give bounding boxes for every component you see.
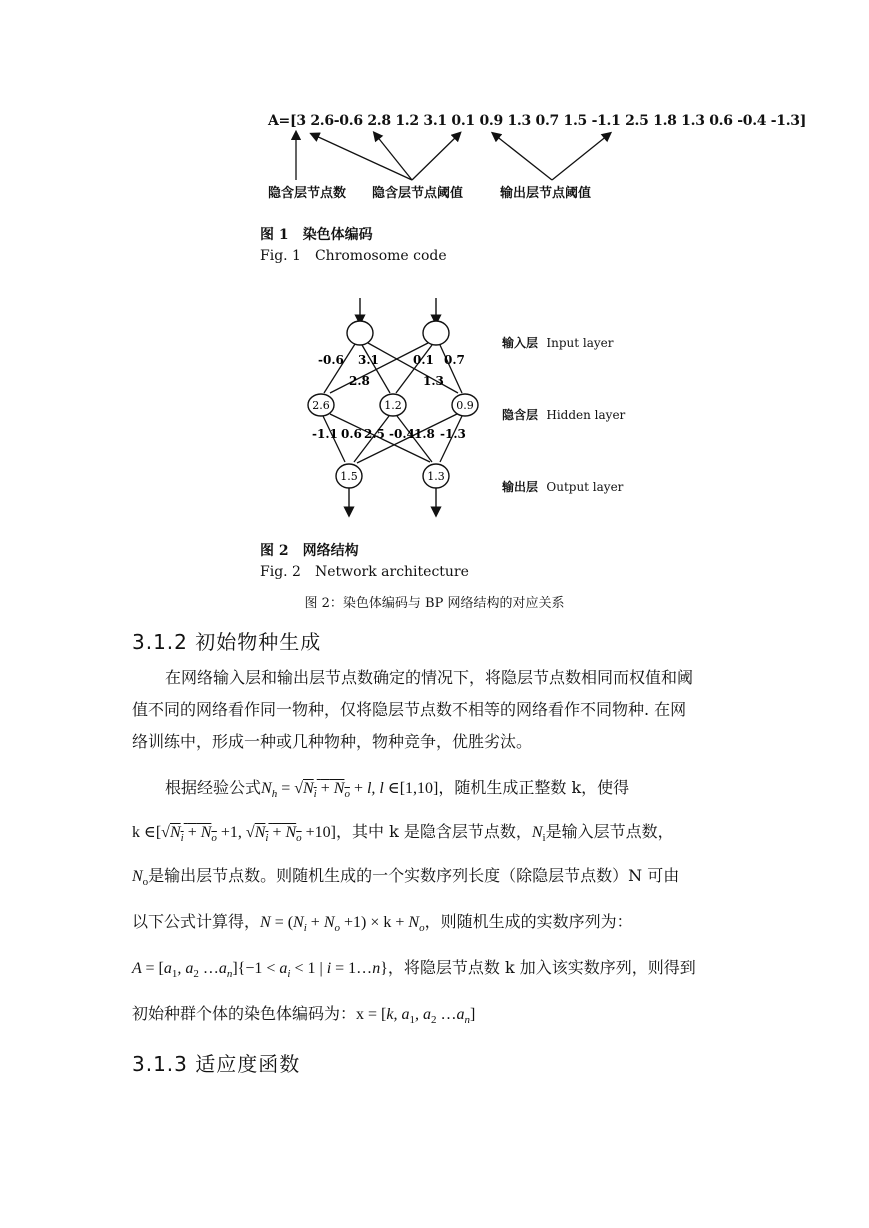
section-heading-3-1-3: 3.1.3 适应度函数 — [132, 1052, 301, 1076]
figure-caption: 图 2：染色体编码与 BP 网络结构的对应关系 — [304, 596, 565, 611]
paragraph-2-line-6: 初始种群个体的染色体编码为：x = [k, $a_1$, $a_2$ $\dots a_n$] — [132, 1004, 476, 1027]
arrow-hidden-threshold-1 — [314, 135, 412, 180]
weight-ih-4: 0.1 — [413, 353, 434, 367]
label-hidden-threshold: 隐含层节点阈值 — [372, 186, 464, 201]
hidden-node-3-value: 0.9 — [456, 399, 474, 412]
paragraph-2-line-2: k $\in[√N_i + N_o +1$, $√N_i + N_o +10$]，其中 k 是隐含层节点数，$N_i$是输入层节点数， — [132, 822, 674, 845]
weight-ho-6: -1.3 — [440, 427, 466, 441]
formula-a: $A = [a_1$, $a_2$ $\dots a_n]\{-1 < a_i < 1$ | i = 1…n} — [132, 960, 388, 981]
figure2-caption-cn: 图 2 网络结构 — [260, 543, 359, 559]
hidden-layer-label: 隐含层 Hidden layer — [502, 408, 626, 422]
weight-ho-5: 1.8 — [414, 427, 435, 441]
figure1-caption-cn: 图 1 染色体编码 — [260, 227, 373, 243]
figure1-caption-en: Fig. 1 Chromosome code — [260, 248, 447, 264]
weight-ih-3: 2.8 — [349, 374, 370, 388]
input-node-2 — [423, 321, 449, 345]
formula-n: $N = (N_i + N_o +1) \times k + N_o$ — [260, 914, 425, 935]
formula-x: x = [k, $a_1$, $a_2$ $\dots a_n$] — [356, 1006, 476, 1027]
output-node-1-value: 1.5 — [340, 470, 358, 483]
arrow-output-threshold-2 — [552, 135, 608, 180]
weight-ho-3: 2.5 — [364, 427, 385, 441]
paragraph-1-line-3: 络训练中，形成一种或几种物种，物种竞争，优胜劣汰。 — [132, 732, 533, 751]
weight-ho-1: -1.1 — [312, 427, 338, 441]
hidden-node-1-value: 2.6 — [312, 399, 330, 412]
paragraph-2-line-1: 根据经验公式$N_h = √N_i + N_o + l$, l ∈[1,10]，随机生成正整数 k，使得 — [165, 778, 630, 801]
arrow-output-threshold-1 — [495, 135, 552, 180]
label-output-threshold: 输出层节点阈值 — [500, 186, 592, 201]
arrow-hidden-threshold-2 — [376, 135, 412, 180]
paragraph-2-line-3: $N_o$是输出层节点数。则随机生成的一个实数序列长度（除隐层节点数）N 可由 — [132, 866, 680, 889]
weight-ih-1: -0.6 — [318, 353, 344, 367]
formula-k-range: k $\in[√N_i + N_o +1$, $√N_i + N_o +10$] — [132, 824, 336, 845]
hidden-node-2-value: 1.2 — [384, 399, 402, 412]
weight-ih-5: 1.3 — [423, 374, 444, 388]
figure2-caption-en: Fig. 2 Network architecture — [260, 564, 469, 580]
input-node-1 — [347, 321, 373, 345]
weight-ho-2: 0.6 — [341, 427, 362, 441]
paragraph-2-line-4: 以下公式计算得，$N = (N_i + N_o +1) \times k + N_o$，则随机生成的实数序列为： — [132, 912, 633, 935]
formula-nh: $N_h = √N_i + N_o + l$, l ∈[1,10] — [261, 780, 439, 801]
paragraph-2-line-5: $A = [a_1$, $a_2$ $\dots a_n]\{-1 < a_i < 1$ | i = 1…n}，将隐层节点数 k 加入该实数序列，则得到 — [132, 958, 696, 981]
weight-ho-4: -0.4 — [389, 427, 415, 441]
paragraph-1-line-1: 在网络输入层和输出层节点数确定的情况下，将隐层节点数相同而权值和阈 — [165, 668, 694, 687]
weight-ih-6: 0.7 — [444, 353, 465, 367]
output-layer-label: 输出层 Output layer — [502, 480, 624, 494]
label-hidden-count: 隐含层节点数 — [268, 186, 347, 201]
weight-ih-2: 3.1 — [358, 353, 379, 367]
paragraph-1-line-2: 值不同的网络看作同一物种，仅将隐层节点数不相等的网络看作不同物种. 在网 — [132, 700, 687, 719]
arrow-hidden-threshold-3 — [412, 135, 458, 180]
section-heading-3-1-2: 3.1.2 初始物种生成 — [132, 630, 322, 654]
network-diagram — [0, 280, 869, 540]
input-layer-label: 输入层 Input layer — [502, 336, 614, 350]
chromosome-sequence: A=[3 2.6-0.6 2.8 1.2 3.1 0.1 0.9 1.3 0.7 1.5 -1.1 2.5 1.8 1.3 0.6 -0.4 -1.3] — [268, 113, 807, 129]
output-node-2-value: 1.3 — [427, 470, 445, 483]
